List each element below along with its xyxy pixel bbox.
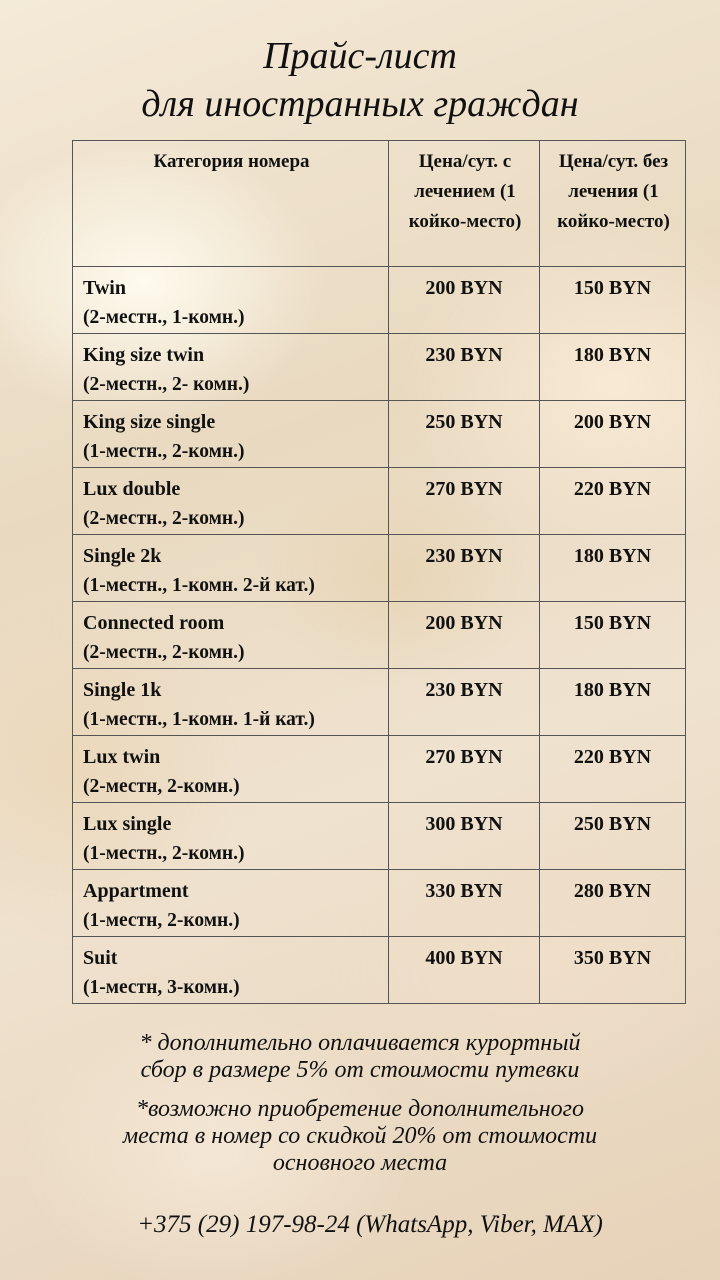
room-category-name: Lux twin (83, 746, 161, 768)
table-header-row (73, 141, 686, 267)
room-category-name: Single 1k (83, 679, 162, 701)
price-without-treatment: 180 BYN (540, 334, 686, 401)
room-category-description: (1-местн., 2-комн.) (83, 843, 245, 864)
resort-fee-note (0, 1030, 720, 1084)
room-category-name: Single 2k (83, 545, 162, 567)
room-category-cell (73, 535, 389, 602)
contact-phone: +375 (29) 197-98-24 (WhatsApp, Viber, MAX) (137, 1211, 603, 1238)
room-category-description: (2-местн., 2-комн.) (83, 508, 245, 529)
price-without-treatment: 220 BYN (540, 736, 686, 803)
header-category: Категория номера (73, 141, 389, 267)
room-category-name: Lux single (83, 813, 172, 835)
table-row (73, 334, 686, 401)
room-category-name: King size twin (83, 344, 205, 366)
table-row (73, 468, 686, 535)
room-category-cell (73, 401, 389, 468)
title-line-2: для иностранных граждан (141, 83, 579, 125)
price-table (72, 140, 686, 1004)
table-row (73, 669, 686, 736)
note-line: *возможно приобретение дополнительного (135, 1096, 585, 1122)
price-without-treatment: 200 BYN (540, 401, 686, 468)
room-category-description: (2-местн, 2-комн.) (83, 776, 240, 797)
room-category-cell (73, 468, 389, 535)
price-without-treatment: 150 BYN (540, 267, 686, 334)
price-without-treatment: 280 BYN (540, 870, 686, 937)
price-with-treatment: 230 BYN (389, 334, 540, 401)
price-without-treatment: 220 BYN (540, 468, 686, 535)
header-price-with-treatment: Цена/сут. с лечением (1 койко-место) (389, 141, 540, 267)
price-without-treatment: 150 BYN (540, 602, 686, 669)
price-table-body (73, 267, 686, 1004)
room-category-description: (2-местн., 2- комн.) (83, 374, 250, 395)
price-with-treatment: 270 BYN (389, 736, 540, 803)
table-row (73, 401, 686, 468)
price-with-treatment: 230 BYN (389, 669, 540, 736)
table-row (73, 736, 686, 803)
note-line: места в номер со скидкой 20% от стоимости (122, 1123, 598, 1149)
price-with-treatment: 230 BYN (389, 535, 540, 602)
page-title (0, 32, 720, 128)
price-with-treatment: 200 BYN (389, 267, 540, 334)
note-line: основного места (272, 1150, 448, 1176)
room-category-cell (73, 669, 389, 736)
room-category-description: (2-местн., 2-комн.) (83, 642, 245, 663)
price-without-treatment: 180 BYN (540, 669, 686, 736)
header-price-without-treatment: Цена/сут. без лечения (1 койко-место) (540, 141, 686, 267)
extra-bed-note (0, 1096, 720, 1177)
room-category-name: King size single (83, 411, 216, 433)
room-category-cell (73, 602, 389, 669)
room-category-cell (73, 937, 389, 1004)
room-category-cell (73, 334, 389, 401)
price-with-treatment: 270 BYN (389, 468, 540, 535)
table-row (73, 535, 686, 602)
table-row (73, 267, 686, 334)
room-category-name: Lux double (83, 478, 181, 500)
room-category-cell (73, 870, 389, 937)
room-category-name: Connected room (83, 612, 225, 634)
room-category-description: (1-местн., 1-комн. 2-й кат.) (83, 575, 315, 596)
room-category-description: (1-местн, 3-комн.) (83, 977, 240, 998)
room-category-name: Suit (83, 947, 118, 969)
note-line: * дополнительно оплачивается курортный (139, 1030, 581, 1056)
price-with-treatment: 300 BYN (389, 803, 540, 870)
room-category-cell (73, 736, 389, 803)
price-with-treatment: 200 BYN (389, 602, 540, 669)
price-with-treatment: 330 BYN (389, 870, 540, 937)
price-without-treatment: 250 BYN (540, 803, 686, 870)
table-row (73, 602, 686, 669)
room-category-description: (1-местн., 1-комн. 1-й кат.) (83, 709, 315, 730)
room-category-name: Twin (83, 277, 126, 299)
room-category-name: Appartment (83, 880, 189, 902)
title-line-1: Прайс-лист (263, 35, 457, 77)
room-category-description: (1-местн., 2-комн.) (83, 441, 245, 462)
table-row (73, 937, 686, 1004)
room-category-cell (73, 803, 389, 870)
table-row (73, 803, 686, 870)
price-with-treatment: 250 BYN (389, 401, 540, 468)
table-row (73, 870, 686, 937)
note-line: сбор в размере 5% от стоимости путевки (140, 1057, 580, 1083)
price-without-treatment: 180 BYN (540, 535, 686, 602)
room-category-description: (2-местн., 1-комн.) (83, 307, 245, 328)
room-category-description: (1-местн, 2-комн.) (83, 910, 240, 931)
room-category-cell (73, 267, 389, 334)
price-without-treatment: 350 BYN (540, 937, 686, 1004)
price-with-treatment: 400 BYN (389, 937, 540, 1004)
